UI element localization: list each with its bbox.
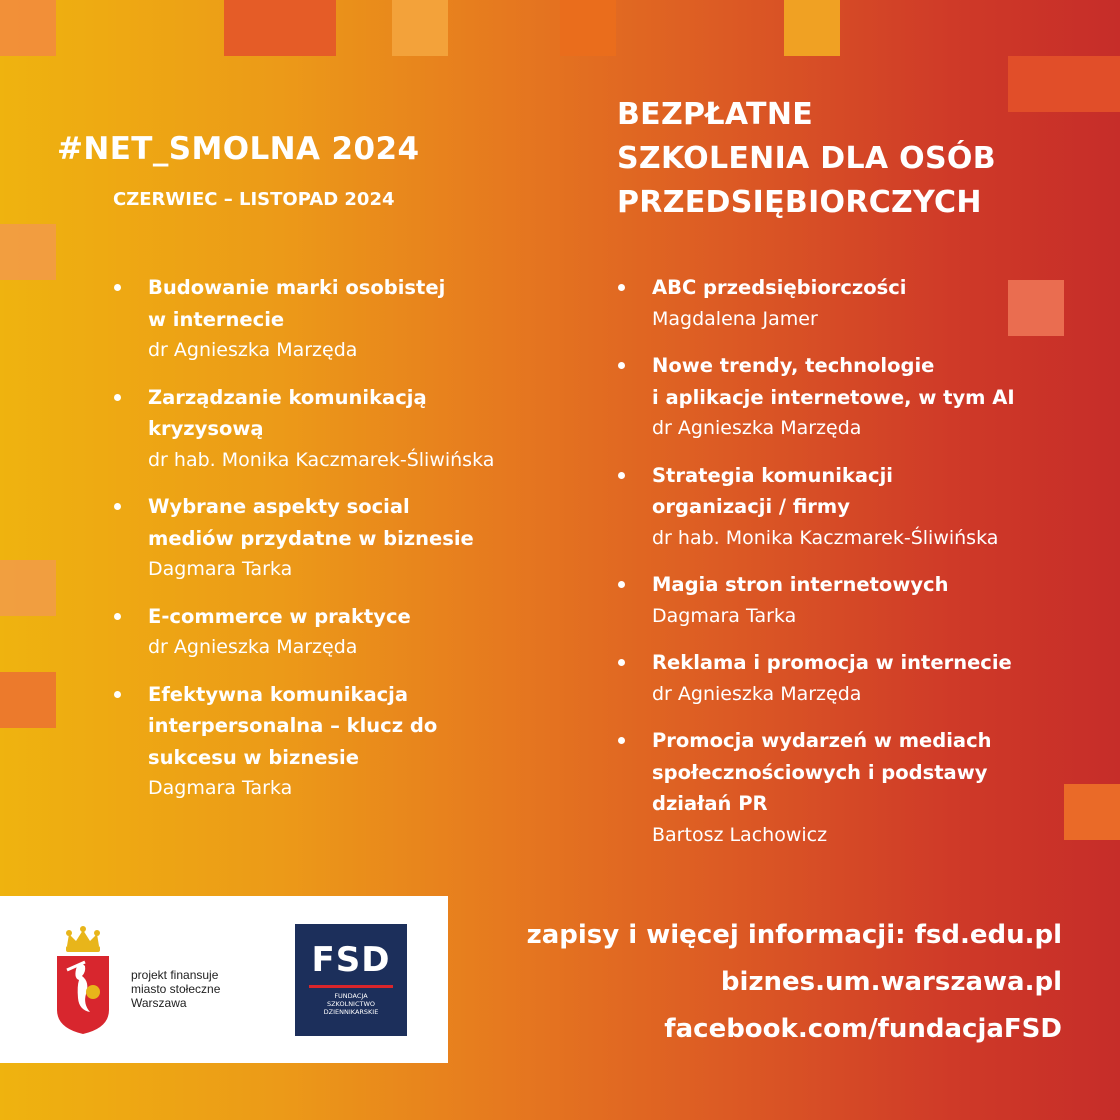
fsd-logo-bar: [309, 985, 393, 988]
course-author: dr Agnieszka Marzęda: [148, 636, 358, 658]
decor-square: [0, 0, 56, 56]
course-list-left: [148, 272, 588, 820]
contact-signup[interactable]: zapisy i więcej informacji: fsd.edu.pl: [526, 920, 1062, 950]
warsaw-crest-icon: [55, 924, 111, 1036]
list-item: [652, 350, 1112, 445]
course-author: dr Agnieszka Marzęda: [652, 417, 862, 439]
course-list-right: [652, 272, 1112, 866]
contact-facebook[interactable]: facebook.com/fundacjaFSD: [664, 1014, 1062, 1044]
main-heading: [617, 93, 996, 225]
fsd-logo-text: FSD: [311, 940, 391, 980]
decor-square: [224, 0, 336, 56]
course-title: Reklama i promocja w internecie: [652, 651, 1012, 674]
course-author: Bartosz Lachowicz: [652, 823, 828, 846]
contact-website[interactable]: biznes.um.warszawa.pl: [720, 967, 1062, 997]
course-author: Dagmara Tarka: [148, 777, 293, 799]
decor-square: [392, 0, 448, 56]
course-title: E-commerce w praktyce: [148, 604, 411, 628]
decor-square: [784, 0, 840, 56]
course-author: Dagmara Tarka: [652, 604, 797, 627]
decor-square: [0, 560, 56, 616]
list-item: [652, 272, 1112, 335]
list-item: [652, 460, 1112, 555]
course-title: Magia stron internetowych: [652, 573, 949, 596]
course-author: dr hab. Monika Kaczmarek-Śliwińska: [652, 526, 999, 549]
course-title: Efektywna komunikacja interpersonalna – klucz do sukcesu w biznesie: [148, 682, 438, 769]
course-title: ABC przedsiębiorczości: [652, 276, 907, 299]
course-title: Strategia komunikacji organizacji / firmy: [652, 463, 893, 518]
list-item: [148, 601, 588, 664]
course-title: Wybrane aspekty social mediów przydatne w biznesie: [148, 495, 474, 550]
list-item: [148, 679, 588, 805]
course-title: Promocja wydarzeń w mediach społecznościowych i podstawy działań PR: [652, 729, 992, 815]
funding-text: projekt finansuje miasto stołeczne Warszawa: [131, 968, 221, 1010]
list-item: [652, 569, 1112, 632]
course-author: dr Agnieszka Marzęda: [652, 682, 862, 705]
list-item: [148, 382, 588, 477]
list-item: [652, 725, 1112, 851]
decor-square: [560, 0, 616, 56]
decor-square: [1008, 56, 1120, 112]
main-heading-text: BEZPŁATNE SZKOLENIA DLA OSÓB PRZEDSIĘBIORCZYCH: [617, 97, 996, 220]
course-title: Nowe trendy, technologie i aplikacje internetowe, w tym AI: [652, 354, 1015, 409]
fsd-logo: [295, 924, 407, 1036]
event-dates: CZERWIEC – LISTOPAD 2024: [113, 189, 395, 210]
list-item: [148, 491, 588, 586]
course-author: Magdalena Jamer: [652, 307, 818, 330]
course-title: Budowanie marki osobistej w internecie: [148, 276, 446, 331]
course-title: Zarządzanie komunikacją kryzysową: [148, 385, 427, 440]
event-title: #NET_SMOLNA 2024: [57, 131, 420, 167]
decor-square: [0, 672, 56, 728]
course-author: dr Agnieszka Marzęda: [148, 339, 358, 361]
decor-square: [0, 224, 56, 280]
list-item: [148, 272, 588, 367]
list-item: [652, 647, 1112, 710]
course-author: dr hab. Monika Kaczmarek-Śliwińska: [148, 448, 495, 471]
course-author: Dagmara Tarka: [148, 558, 293, 580]
fsd-logo-subtitle: FUNDACJA SZKOLNICTWO DZIENNIKARSKIE: [323, 992, 379, 1016]
